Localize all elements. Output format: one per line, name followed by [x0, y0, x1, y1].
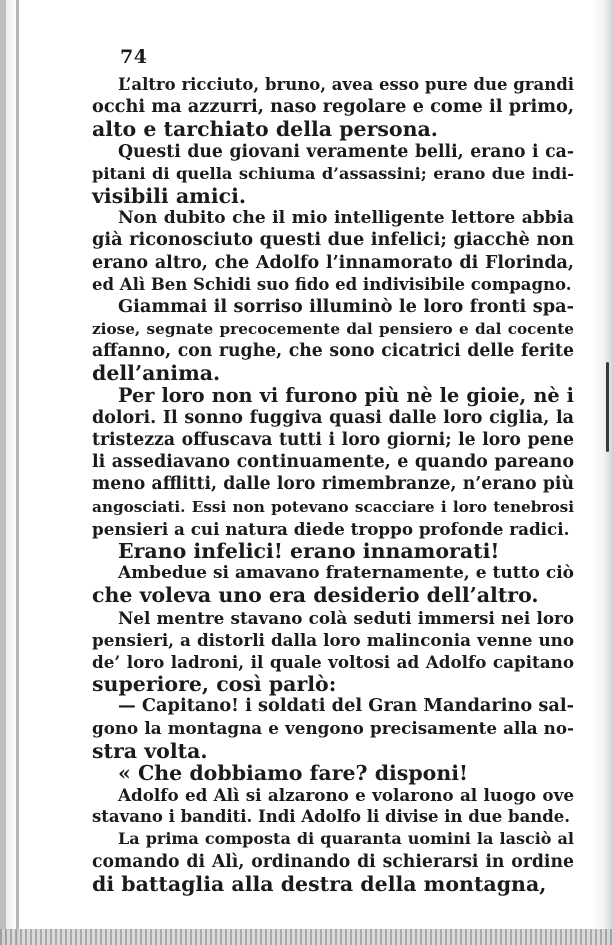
text-line: de’ loro ladroni, il quale voltosi ad Adolfo capitano [92, 651, 574, 672]
text-line: erano altro, che Adolfo l’innamorato di Florinda, [92, 252, 574, 273]
text-line: pitani di quella schiuma d’assassini; erano due indi- [92, 163, 574, 183]
text-line: « Che dobbiamo fare? disponi! [118, 760, 469, 785]
text-line: li assediavano continuamente, e quando pareano [92, 452, 574, 473]
text-line: Per loro non vi furono più nè le gioie, nè i [118, 383, 574, 407]
text-line: dell’anima. [92, 361, 221, 386]
text-line: L’altro ricciuto, bruno, avea esso pure due grandi [118, 75, 574, 94]
text-line: gono la montagna e vengono precisamente alla no- [92, 718, 574, 739]
text-line: dolori. Il sonno fuggiva quasi dalle loro ciglia, la [92, 407, 574, 428]
page-edge-mark [606, 362, 609, 452]
text-line: angosciati. Essi non potevano scacciare i loro tenebrosi [92, 497, 574, 516]
text-line: Giammai il sorriso illuminò le loro fronti spa- [118, 295, 574, 317]
page-gutter-line [16, 0, 19, 945]
text-line: — Capitano! i soldati del Gran Mandarino sal- [118, 695, 574, 717]
text-line: Adolfo ed Alì si alzarono e volarono al luogo ove [118, 785, 574, 805]
text-line: occhi ma azzurri, naso regolare e come il primo, [92, 96, 574, 118]
text-line: visibili amici. [92, 183, 247, 208]
text-line: superiore, così parlò: [92, 672, 337, 697]
text-line: Nel mentre stavano colà seduti immersi nei loro [118, 607, 574, 628]
text-line: stra volta. [92, 738, 208, 763]
page-bottom-edge [0, 929, 614, 945]
text-line: Questi due giovani veramente belli, erano i ca- [118, 141, 574, 162]
text-line: pensieri a cui natura diede troppo profonde radici. [92, 518, 570, 539]
text-line: Non dubito che il mio intelligente lettore abbia [118, 208, 574, 229]
page-number: 74 [120, 46, 148, 68]
text-line: meno afflitti, dalle loro rimembranze, n’erano più [92, 474, 574, 495]
body-text [92, 74, 574, 895]
text-line: già riconosciuto questi due infelici; giacchè non [92, 229, 574, 251]
text-line: ed Alì Ben Schidi suo fido ed indivisibile compagno. [92, 274, 572, 294]
text-line: pensieri, a distorli dalla loro malinconia venne uno [92, 629, 574, 650]
text-line: ziose, segnate precocemente dal pensiero e dal cocente [92, 320, 574, 339]
text-line: tristezza offuscava tutti i loro giorni; le loro pene [92, 430, 574, 450]
text-line: affanno, con rughe, che sono cicatrici delle ferite [92, 341, 574, 362]
text-line: Ambedue si amavano fraternamente, e tutto ciò [118, 563, 574, 584]
text-line: alto e tarchiato della persona. [92, 117, 438, 142]
text-line: Erano infelici! erano innamorati! [118, 538, 500, 563]
text-line: stavano i banditi. Indi Adolfo li divise in due bande. [92, 807, 571, 827]
text-line: di battaglia alla destra della montagna, [92, 871, 547, 896]
text-line: che voleva uno era desiderio dell’altro. [92, 583, 539, 608]
page-binding-edge [0, 0, 6, 945]
text-line: comando di Alì, ordinando di schierarsi in ordine [92, 851, 574, 872]
text-line: La prima composta di quaranta uomini la lasciò al [118, 829, 574, 849]
